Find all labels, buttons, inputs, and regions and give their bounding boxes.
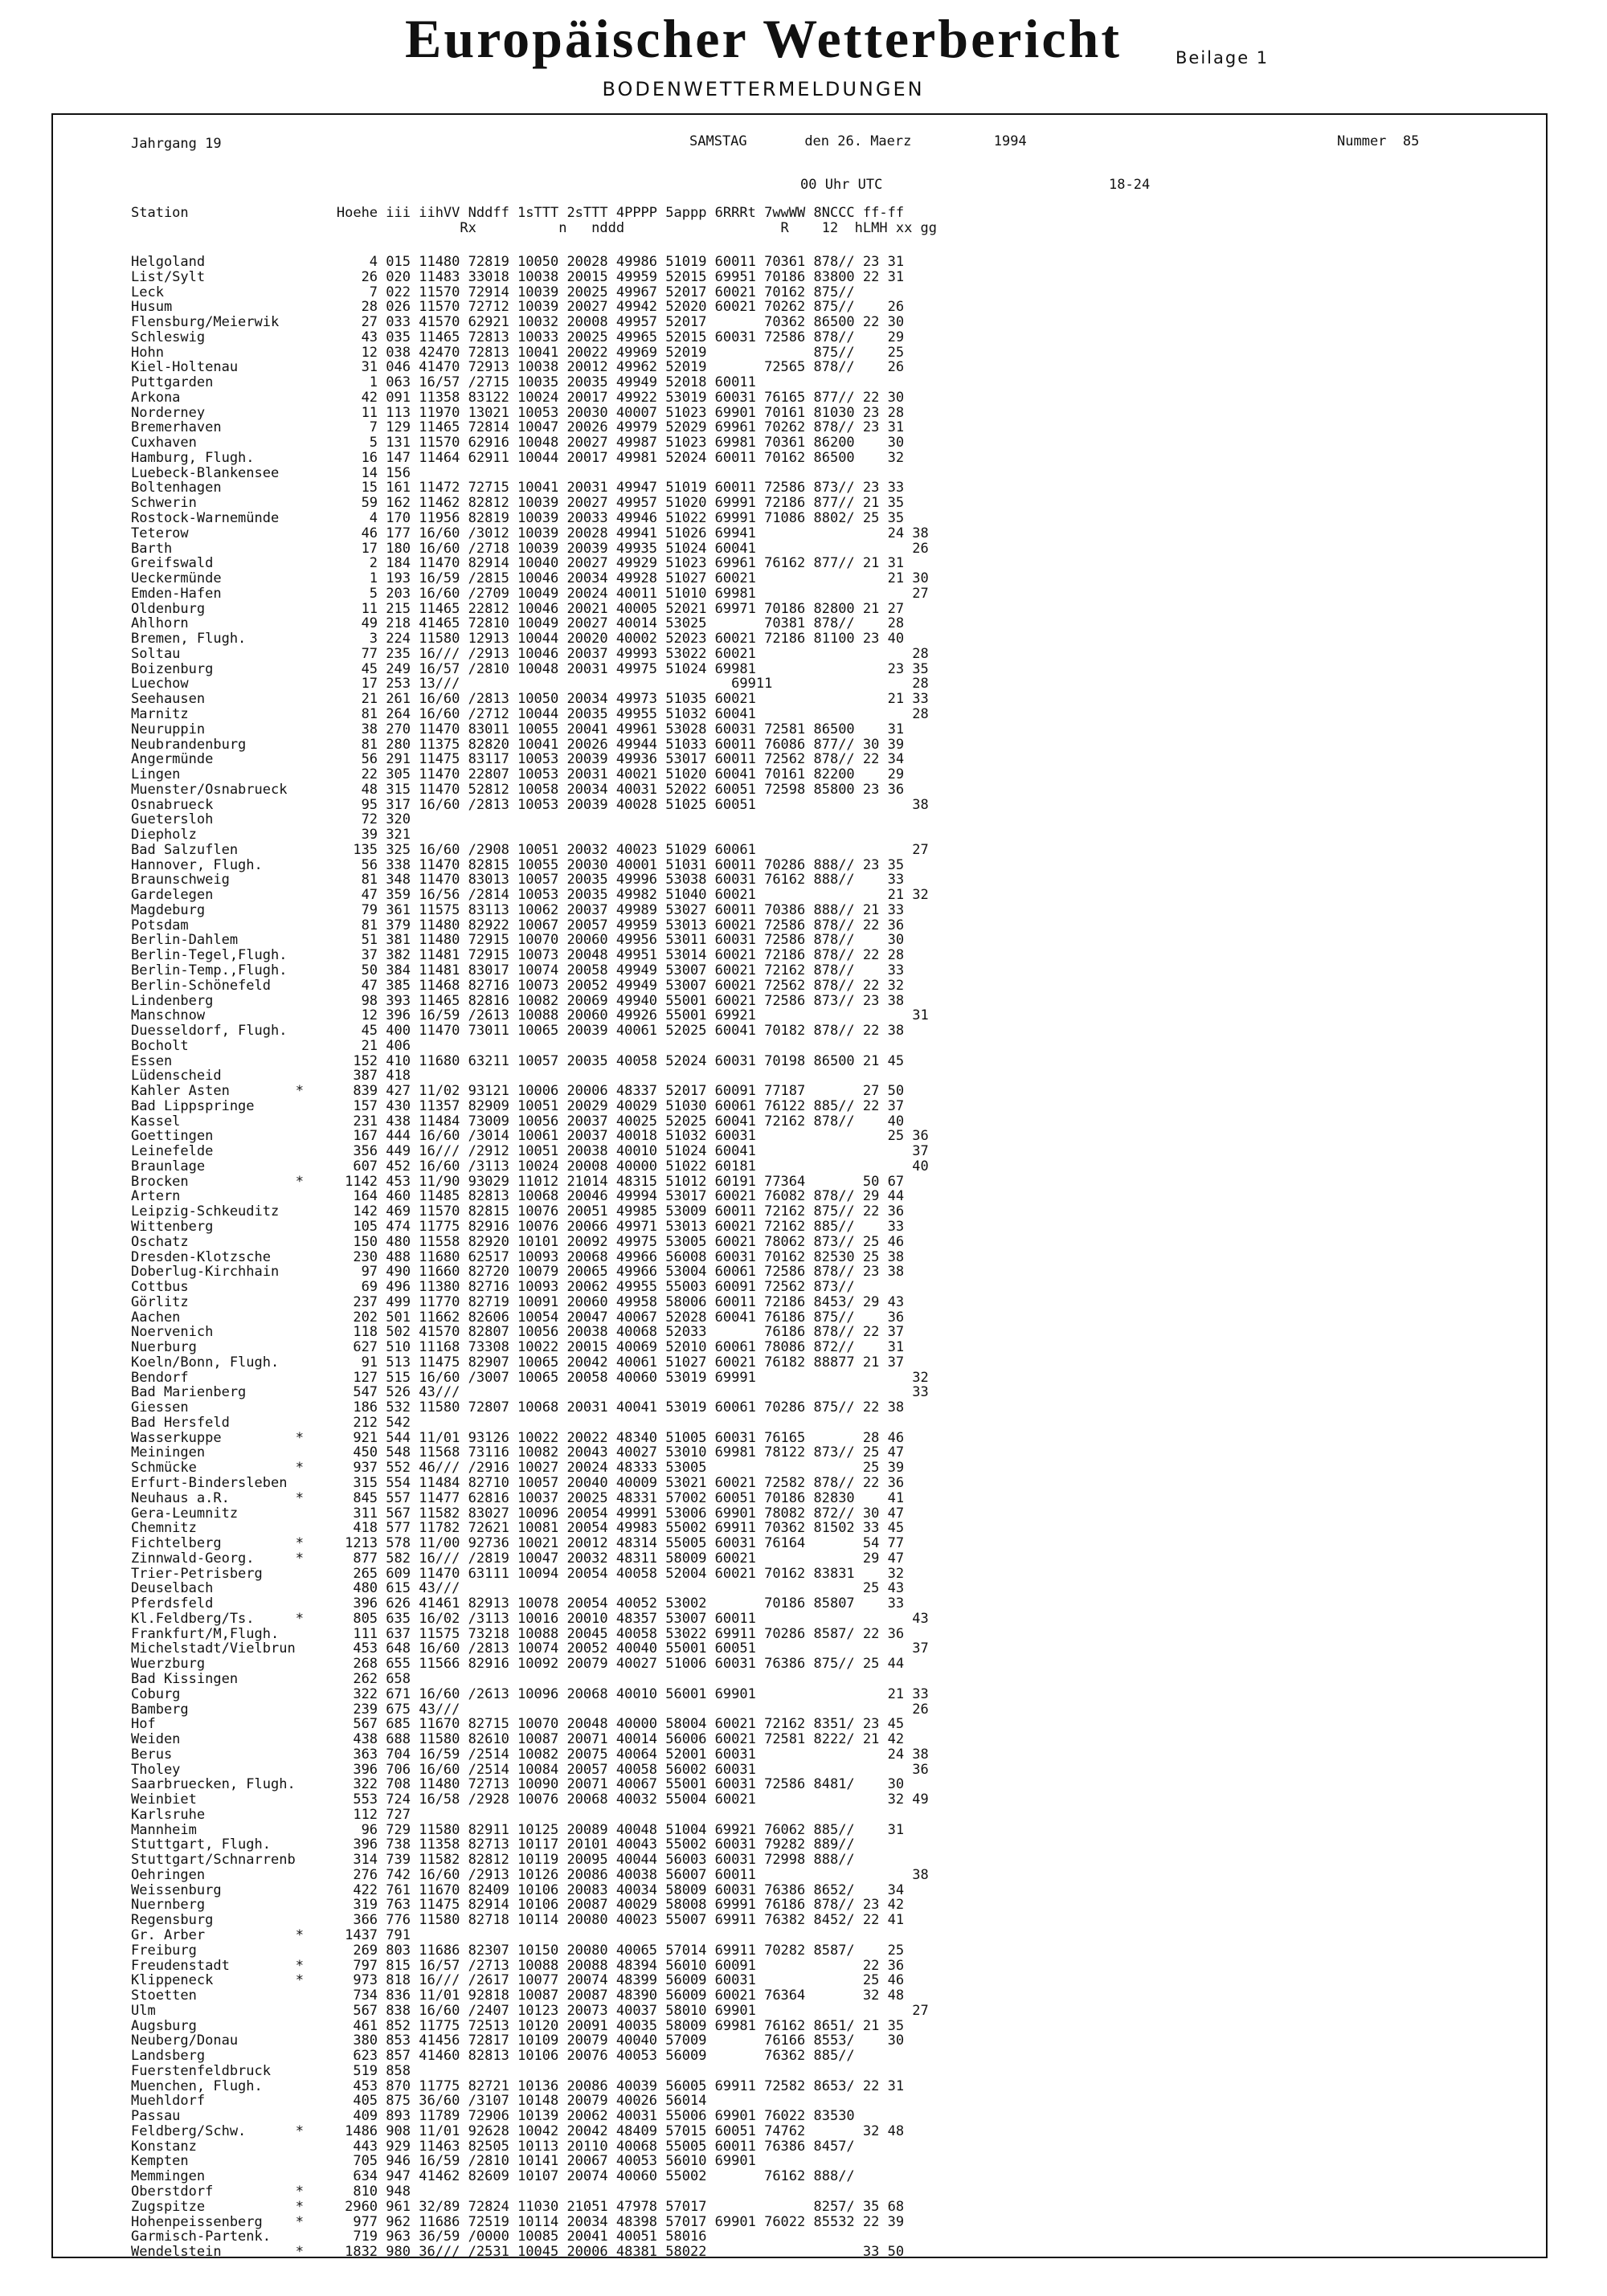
station-row: Wuerzburg 268 655 11566 82916 10092 20079 40027 51006 60031 76386 875// 25 44 (131, 1656, 905, 1673)
station-row: Kl.Feldberg/Ts. * 805 635 16/02 /3113 10016 20010 48357 53007 60011 43 (131, 1610, 929, 1627)
station-row: Görlitz 237 499 11770 82719 10091 20060 49958 58006 60011 72186 8453/ 29 43 (131, 1293, 905, 1310)
station-row: Arkona 42 091 11358 83122 10024 20017 49922 53019 60031 76165 877// 22 30 (131, 389, 905, 406)
station-row: Mannheim 96 729 11580 82911 10125 20089 40048 51004 69921 76062 885// 31 (131, 1821, 905, 1838)
station-row: Diepholz 39 321 (131, 827, 411, 844)
station-row: Dresden-Klotzsche 230 488 11680 62517 10093 20068 49966 56008 60031 70162 82530 25 38 (131, 1248, 905, 1265)
station-row: Guetersloh 72 320 (131, 811, 411, 828)
station-row: Bad Marienberg 547 526 43/// 33 (131, 1384, 929, 1401)
station-row: Kahler Asten * 839 427 11/02 93121 10006 20006 48337 52017 60091 77187 27 50 (131, 1083, 905, 1100)
station-row: Oldenburg 11 215 11465 22812 10046 20021 40005 52021 69971 70186 82800 21 27 (131, 600, 905, 617)
station-row: Neubrandenburg 81 280 11375 82820 10041 20026 49944 51033 60011 76086 877// 30 39 (131, 736, 905, 753)
station-row: Chemnitz 418 577 11782 72621 10081 20054 49983 55002 69911 70362 81502 33 45 (131, 1520, 905, 1537)
station-row: List/Sylt 26 020 11483 33018 10038 20015 49959 52015 69951 70186 83800 22 31 (131, 268, 905, 285)
station-row: Wasserkuppe * 921 544 11/01 93126 10022 20022 48340 51005 60031 76165 28 46 (131, 1429, 905, 1446)
station-row: Aachen 202 501 11662 82606 10054 20047 40067 52028 60041 76186 875// 36 (131, 1309, 905, 1326)
station-row: Stuttgart/Schnarrenb 314 739 11582 82812 10119 20095 40044 56003 60031 72998 888// (131, 1852, 855, 1869)
station-row: Marnitz 81 264 16/60 /2712 10044 20035 49955 51032 60041 28 (131, 705, 929, 722)
station-row: Angermünde 56 291 11475 83117 10053 20039 49936 53017 60011 72562 878// 22 34 (131, 751, 905, 768)
station-row: Manschnow 12 396 16/59 /2613 10088 20060 49926 55001 69921 31 (131, 1007, 929, 1024)
column-header-row-1: Station Hoehe iii iihVV Nddff 1sTTT 2sTTT 4PPPP 5appp 6RRRt 7wwWW 8NCCC ff-ff (131, 205, 905, 221)
station-row: Puttgarden 1 063 16/57 /2715 10035 20035 49949 52018 60011 (131, 374, 756, 391)
station-row: Neuruppin 38 270 11470 83011 10055 20041 49961 53028 60031 72581 86500 31 (131, 721, 905, 737)
report-subtitle: BODENWETTERMELDUNGEN (602, 78, 925, 100)
station-row: Duesseldorf, Flugh. 45 400 11470 73011 10065 20039 40061 52025 60041 70182 878// 22 38 (131, 1023, 905, 1040)
station-row: Neuhaus a.R. * 845 557 11477 62816 10037 20025 48331 57002 60051 70186 82830 41 (131, 1489, 905, 1506)
station-row: Leinefelde 356 449 16/// /2912 10051 20038 40010 51024 60041 37 (131, 1143, 929, 1160)
station-row: Stoetten 734 836 11/01 92818 10087 20087 48390 56009 60021 76364 32 48 (131, 1988, 905, 2004)
supplement-label: Beilage 1 (1176, 48, 1270, 67)
station-row: Saarbruecken, Flugh. 322 708 11480 72713 10090 20071 40067 55001 60031 72586 8481/ 30 (131, 1776, 905, 1793)
station-row: Deuselbach 480 615 43/// 25 43 (131, 1580, 905, 1597)
station-row: Ueckermünde 1 193 16/59 /2815 10046 20034 49928 51027 60021 21 30 (131, 570, 929, 587)
station-row: Konstanz 443 929 11463 82505 10113 20110 40068 55005 60011 76386 8457/ (131, 2138, 855, 2155)
station-row: Ulm 567 838 16/60 /2407 10123 20073 40037 58010 69901 27 (131, 2002, 929, 2019)
station-row: Flensburg/Meierwik 27 033 41570 62921 10032 20008 49957 52017 70362 86500 22 30 (131, 314, 905, 331)
station-row: Passau 409 893 11789 72906 10139 20062 40031 55006 69901 76022 83530 (131, 2108, 855, 2125)
year: 1994 (993, 133, 1027, 149)
station-row: Potsdam 81 379 11480 82922 10067 20057 49959 53013 60021 72586 878// 22 36 (131, 917, 905, 934)
report-date (689, 134, 1027, 149)
station-row: Oberstdorf * 810 948 (131, 2184, 411, 2200)
issue-number: Nummer 85 (1337, 133, 1420, 149)
station-row: Koeln/Bonn, Flugh. 91 513 11475 82907 10065 20042 40061 51027 60021 76182 88877 21 37 (131, 1354, 905, 1371)
station-row: Lindenberg 98 393 11465 82816 10082 20069 49940 55001 60021 72586 873// 23 38 (131, 992, 905, 1009)
station-row: Bad Salzuflen 135 325 16/60 /2908 10051 20032 40023 51029 60061 27 (131, 841, 929, 858)
station-row: Bad Hersfeld 212 542 (131, 1414, 411, 1431)
station-row: Weissenburg 422 761 11670 82409 10106 20083 40034 58009 60031 76386 8652/ 34 (131, 1881, 905, 1898)
station-row: Bad Kissingen 262 658 (131, 1670, 411, 1687)
station-row: Garmisch-Partenk. 719 963 36/59 /0000 10085 20041 40051 58016 (131, 2229, 707, 2245)
station-row: Muenster/Osnabrueck 48 315 11470 52812 10058 20034 40031 52022 60051 72598 85800 23 36 (131, 781, 905, 798)
station-row: Teterow 46 177 16/60 /3012 10039 20028 49941 51026 69941 24 38 (131, 525, 929, 541)
station-row: Berlin-Tegel,Flugh. 37 382 11481 72915 10073 20048 49951 53014 60021 72186 878// 22 28 (131, 947, 905, 964)
date: den 26. Maerz (804, 133, 912, 149)
station-row: Zugspitze * 2960 961 32/89 72824 11030 21051 47978 57017 8257/ 35 68 (131, 2198, 905, 2215)
station-row: Seehausen 21 261 16/60 /2813 10050 20034 49973 51035 60021 21 33 (131, 691, 929, 708)
station-row: Osnabrueck 95 317 16/60 /2813 10053 20039 40028 51025 60051 38 (131, 796, 929, 813)
station-row: Berlin-Temp.,Flugh. 50 384 11481 83017 10074 20058 49949 53007 60021 72162 878// 33 (131, 962, 905, 978)
station-row: Boltenhagen 15 161 11472 72715 10041 20031 49947 51019 60011 72586 873// 23 33 (131, 480, 905, 496)
station-row: Nuernberg 319 763 11475 82914 10106 20087 40029 58008 69991 76186 878// 23 42 (131, 1897, 905, 1914)
column-header-row-2: Rx n nddd R 12 hLMH xx gg (131, 220, 938, 236)
weekday: SAMSTAG (689, 133, 747, 149)
issue-label: Jahrgang 19 (131, 136, 222, 152)
station-row: Pferdsfeld 396 626 41461 82913 10078 20054 40052 53002 70186 85807 33 (131, 1595, 905, 1612)
station-row: Braunschweig 81 348 11470 83013 10057 20035 49996 53038 60031 76162 888// 33 (131, 872, 905, 889)
station-row: Bendorf 127 515 16/60 /3007 10065 20058 40060 53019 69991 32 (131, 1369, 929, 1386)
station-row: Wittenberg 105 474 11775 82916 10076 20066 49971 53013 60021 72162 885// 33 (131, 1219, 905, 1235)
station-row: Coburg 322 671 16/60 /2613 10096 20068 40010 56001 69901 21 33 (131, 1685, 929, 1702)
station-row: Bocholt 21 406 (131, 1037, 411, 1054)
station-row: Oehringen 276 742 16/60 /2913 10126 20086 40038 56007 60011 38 (131, 1866, 929, 1883)
station-row: Luebeck-Blankensee 14 156 (131, 464, 411, 481)
observation-time: 00 Uhr UTC (800, 177, 883, 193)
station-row: Stuttgart, Flugh. 396 738 11358 82713 10117 20101 40043 55002 60031 79282 889// (131, 1836, 855, 1853)
station-row: Frankfurt/M,Flugh. 111 637 11575 73218 10088 20045 40058 53022 69911 70286 8587/ 22 36 (131, 1625, 905, 1642)
station-row: Cuxhaven 5 131 11570 62916 10048 20027 49987 51023 69981 70361 86200 30 (131, 435, 905, 451)
station-row: Muenchen, Flugh. 453 870 11775 82721 10136 20086 40039 56005 69911 72582 8653/ 22 31 (131, 2077, 905, 2094)
station-row: Kiel-Holtenau 31 046 41470 72913 10038 20012 49962 52019 72565 878// 26 (131, 359, 905, 376)
station-row: Nuerburg 627 510 11168 73308 10022 20015 40069 52010 60061 78086 872// 31 (131, 1339, 905, 1356)
station-row: Cottbus 69 496 11380 82716 10093 20062 49955 55003 60091 72562 873// (131, 1279, 855, 1296)
station-row: Gr. Arber * 1437 791 (131, 1926, 411, 1943)
station-row: Tholey 396 706 16/60 /2514 10084 20057 40058 56002 60031 36 (131, 1761, 929, 1778)
station-row: Barth 17 180 16/60 /2718 10039 20039 49935 51024 60041 26 (131, 540, 929, 557)
station-row: Erfurt-Bindersleben 315 554 11484 82710 10057 20040 40009 53021 60021 72582 878// 22 36 (131, 1475, 905, 1492)
station-row: Brocken * 1142 453 11/90 93029 11012 21014 48315 51012 60191 77364 50 67 (131, 1173, 905, 1190)
station-row: Lingen 22 305 11470 22807 10053 20031 40021 51020 60041 70161 82200 29 (131, 766, 905, 783)
station-row: Schleswig 43 035 11465 72813 10033 20025 49965 52015 60031 72586 878// 29 (131, 329, 905, 345)
station-row: Freiburg 269 803 11686 82307 10150 20080 40065 57014 69911 70282 8587/ 25 (131, 1942, 905, 1959)
station-row: Kassel 231 438 11484 73009 10056 20037 40025 52025 60041 72162 878// 40 (131, 1113, 905, 1130)
station-row: Hamburg, Flugh. 16 147 11464 62911 10044 20017 49981 52024 60011 70162 86500 32 (131, 449, 905, 466)
station-row: Goettingen 167 444 16/60 /3014 10061 20037 40018 51032 60031 25 36 (131, 1128, 929, 1145)
station-row: Greifswald 2 184 11470 82914 10040 20027 49929 51023 69961 76162 877// 21 31 (131, 555, 905, 572)
station-row: Gardelegen 47 359 16/56 /2814 10053 20035 49982 51040 60021 21 32 (131, 887, 929, 904)
station-row: Landsberg 623 857 41460 82813 10106 20076 40053 56009 76362 885// (131, 2048, 855, 2065)
station-row: Feldberg/Schw. * 1486 908 11/01 92628 10042 20042 48409 57015 60051 74762 32 48 (131, 2122, 905, 2139)
station-row: Norderney 11 113 11970 13021 10053 20030 40007 51023 69901 70161 81030 23 28 (131, 404, 905, 421)
station-row: Kempten 705 946 16/59 /2810 10141 20067 40053 56010 69901 (131, 2153, 756, 2170)
station-row: Artern 164 460 11485 82813 10068 20046 49994 53017 60021 76082 878// 29 44 (131, 1188, 905, 1205)
station-row: Lüdenscheid 387 418 (131, 1068, 411, 1085)
station-row: Giessen 186 532 11580 72807 10068 20031 40041 53019 60061 70286 875// 22 38 (131, 1399, 905, 1416)
station-row: Berus 363 704 16/59 /2514 10082 20075 40064 52001 60031 24 38 (131, 1746, 929, 1763)
station-row: Bremen, Flugh. 3 224 11580 12913 10044 20020 40002 52023 60021 72186 81100 23 40 (131, 631, 905, 648)
station-row: Leck 7 022 11570 72914 10039 20025 49967 52017 60021 70162 875// (131, 284, 855, 300)
station-row: Karlsruhe 112 727 (131, 1806, 411, 1823)
station-row: Husum 28 026 11570 72712 10039 20027 49942 52020 60021 70262 875// 26 (131, 299, 905, 316)
station-row: Freudenstadt * 797 815 16/57 /2713 10088 20088 48394 56010 60091 22 36 (131, 1957, 905, 1974)
station-row: Luechow 17 253 13/// 69911 28 (131, 676, 929, 692)
station-row: Emden-Hafen 5 203 16/60 /2709 10049 20024 40011 51010 69981 27 (131, 585, 929, 602)
station-row: Rostock-Warnemünde 4 170 11956 82819 10039 20033 49946 51022 69991 71086 8802/ 25 35 (131, 510, 905, 527)
station-row: Hohn 12 038 42470 72813 10041 20022 49969 52019 875// 25 (131, 344, 905, 361)
station-row: Ahlhorn 49 218 41465 72810 10049 20027 40014 53025 70381 878// 28 (131, 615, 905, 632)
station-row: Hof 567 685 11670 82715 10070 20048 40000 58004 60021 72162 8351/ 23 45 (131, 1716, 905, 1733)
station-row: Zinnwald-Georg. * 877 582 16/// /2819 10047 20032 48311 58009 60021 29 47 (131, 1550, 905, 1567)
station-row: Doberlug-Kirchhain 97 490 11660 82720 10079 20065 49966 53004 60061 72586 878// 23 38 (131, 1264, 905, 1281)
station-row: Bad Lippspringe 157 430 11357 82909 10051 20029 40029 51030 60061 76122 885// 22 37 (131, 1097, 905, 1114)
station-row: Hannover, Flugh. 56 338 11470 82815 10055 20030 40001 51031 60011 70286 888// 23 35 (131, 856, 905, 873)
station-row: Michelstadt/Vielbrun 453 648 16/60 /2813 10074 20052 40040 55001 60051 37 (131, 1640, 929, 1657)
station-row: Bamberg 239 675 43/// 26 (131, 1701, 929, 1718)
station-row: Weiden 438 688 11580 82610 10087 20071 40014 56006 60021 72581 8222/ 21 42 (131, 1731, 905, 1748)
station-row: Trier-Petrisberg 265 609 11470 63111 10094 20054 40058 52004 60021 70162 83831 32 (131, 1565, 905, 1582)
station-row: Berlin-Schönefeld 47 385 11468 82716 10073 20052 49949 53007 60021 72562 878// 22 32 (131, 977, 905, 994)
station-row: Leipzig-Schkeuditz 142 469 11570 82815 10076 20051 49985 53009 60011 72162 875// 22 36 (131, 1203, 905, 1220)
report-title: Europäischer Wetterbericht (404, 8, 1122, 69)
station-row: Helgoland 4 015 11480 72819 10050 20028 49986 51019 60011 70361 878// 23 31 (131, 254, 905, 270)
station-row: Fichtelberg * 1213 578 11/00 92736 10021 20012 48314 55005 60031 76164 54 77 (131, 1535, 905, 1552)
station-row: Magdeburg 79 361 11575 83113 10062 20037 49989 53027 60011 70386 888// 21 33 (131, 901, 905, 918)
station-row: Schwerin 59 162 11462 82812 10039 20027 49957 51020 69991 72186 877// 21 35 (131, 495, 905, 512)
station-row: Soltau 77 235 16/// /2913 10046 20037 49993 53022 60021 28 (131, 645, 929, 662)
station-row: Schmücke * 937 552 46/// /2916 10027 20024 48333 53005 25 39 (131, 1460, 905, 1477)
station-row: Klippeneck * 973 818 16/// /2617 10077 20074 48399 56009 60031 25 46 (131, 1972, 905, 1989)
station-row: Noervenich 118 502 41570 82807 10056 20038 40068 52033 76186 878// 22 37 (131, 1324, 905, 1341)
station-row: Gera-Leumnitz 311 567 11582 83027 10096 20054 49991 53006 69901 78082 872// 30 47 (131, 1505, 905, 1522)
station-row: Neuberg/Donau 380 853 41456 72817 10109 20079 40040 57009 76166 8553/ 30 (131, 2032, 905, 2049)
station-row: Muehldorf 405 875 36/60 /3107 10148 20079 40026 56014 (131, 2093, 707, 2110)
station-table (131, 255, 929, 2260)
station-row: Braunlage 607 452 16/60 /3113 10024 20008 40000 51022 60181 40 (131, 1158, 929, 1175)
station-row: Boizenburg 45 249 16/57 /2810 10048 20031 49975 51024 69981 23 35 (131, 660, 929, 677)
station-row: Essen 152 410 11680 63211 10057 20035 40058 52024 60031 70198 86500 21 45 (131, 1052, 905, 1069)
station-row: Regensburg 366 776 11580 82718 10114 20080 40023 55007 69911 76382 8452/ 22 41 (131, 1912, 905, 1929)
station-row: Weinbiet 553 724 16/58 /2928 10076 20068 40032 55004 60021 32 49 (131, 1791, 929, 1808)
station-row: Augsburg 461 852 11775 72513 10120 20091 40035 58009 69981 76162 8651/ 21 35 (131, 2017, 905, 2034)
wind-period: 18-24 (1109, 177, 1151, 193)
station-row: Bremerhaven 7 129 11465 72814 10047 20026 49979 52029 69961 70262 878// 23 31 (131, 419, 905, 436)
station-row: Memmingen 634 947 41462 82609 10107 20074 40060 55002 76162 888// (131, 2168, 855, 2185)
station-row: Meiningen 450 548 11568 73116 10082 20043 40027 53010 69981 78122 873// 25 47 (131, 1444, 905, 1461)
station-row: Hohenpeissenberg * 977 962 11686 72519 10114 20034 48398 57017 69901 76022 85532 22 39 (131, 2213, 905, 2230)
station-row: Fuerstenfeldbruck 519 858 (131, 2062, 411, 2079)
station-row: Wendelstein * 1832 980 36/// /2531 10045 20006 48381 58022 33 50 (131, 2244, 905, 2261)
station-row: Oschatz 150 480 11558 82920 10101 20092 49975 53005 60021 78062 873// 25 46 (131, 1233, 905, 1250)
station-row: Berlin-Dahlem 51 381 11480 72915 10070 20060 49956 53011 60031 72586 878// 30 (131, 932, 905, 949)
